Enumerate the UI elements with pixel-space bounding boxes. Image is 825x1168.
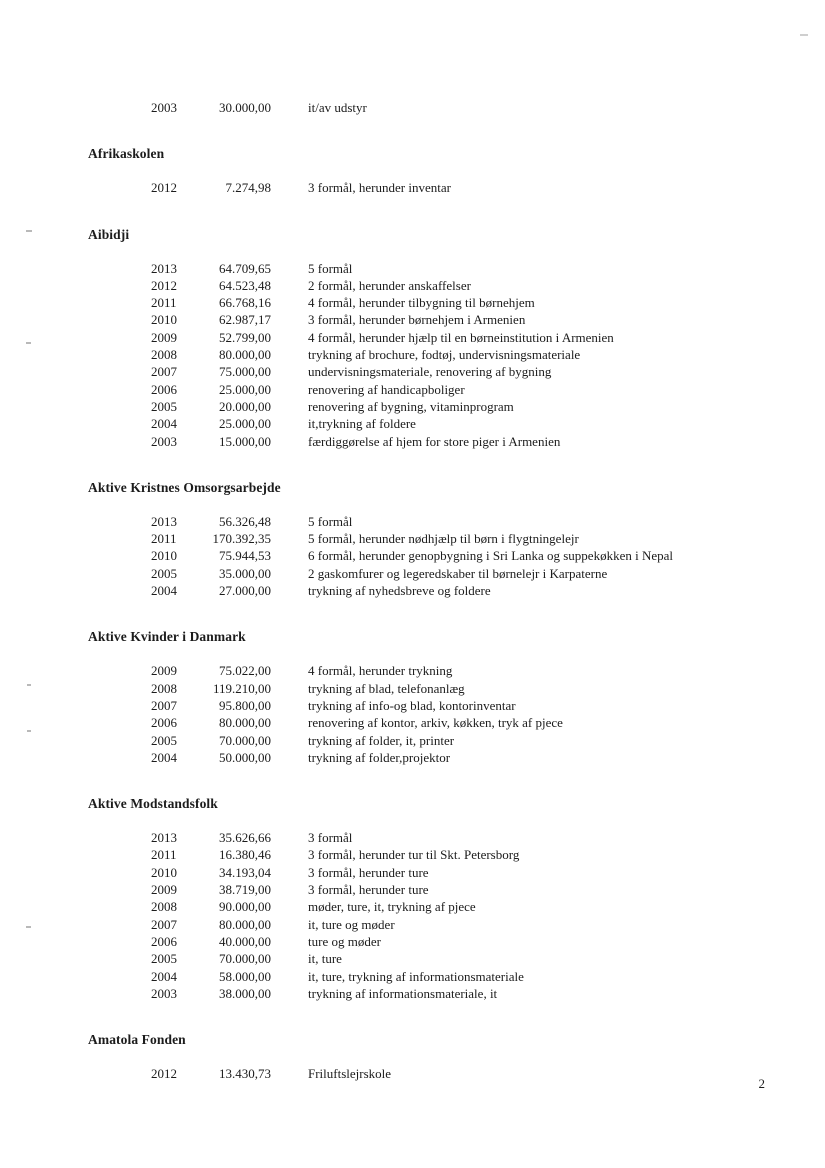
table-row — [0, 697, 825, 714]
table-row — [0, 881, 825, 898]
table-row — [0, 329, 825, 346]
table-row — [0, 933, 825, 950]
year-cell: 2010 — [151, 548, 177, 564]
amount-cell: 90.000,00 — [219, 899, 271, 915]
amount-cell: 38.719,00 — [219, 882, 271, 898]
year-cell: 2013 — [151, 513, 177, 529]
table-row — [0, 363, 825, 380]
year-cell: 2009 — [151, 329, 177, 345]
amount-cell: 34.193,04 — [219, 864, 271, 880]
section-rows — [0, 99, 825, 116]
section-heading: Aktive Modstandsfolk — [88, 796, 218, 812]
table-row — [0, 530, 825, 547]
table-row — [0, 311, 825, 328]
purpose-cell: trykning af blad, telefonanlæg — [308, 680, 465, 696]
scan-artifact — [26, 230, 32, 232]
table-row — [0, 916, 825, 933]
year-cell: 2011 — [151, 295, 177, 311]
purpose-cell: it,trykning af foldere — [308, 416, 416, 432]
amount-cell: 30.000,00 — [219, 100, 271, 115]
scan-artifact — [27, 684, 31, 686]
scan-artifact — [26, 342, 31, 344]
amount-cell: 119.210,00 — [212, 680, 271, 696]
purpose-cell: 3 formål, herunder tur til Skt. Petersborg — [308, 847, 520, 863]
purpose-cell: trykning af brochure, fodtøj, undervisningsmateriale — [308, 347, 581, 363]
year-cell: 2004 — [151, 583, 177, 599]
grant-section — [0, 212, 825, 450]
amount-cell: 70.000,00 — [219, 951, 271, 967]
table-row — [0, 513, 825, 530]
amount-cell: 35.000,00 — [219, 565, 271, 581]
purpose-cell: 2 formål, herunder anskaffelser — [308, 277, 471, 293]
table-row — [0, 1065, 825, 1082]
amount-cell: 75.944,53 — [219, 548, 271, 564]
year-cell: 2009 — [151, 882, 177, 898]
year-cell: 2007 — [151, 364, 177, 380]
amount-cell: 16.380,46 — [219, 847, 271, 863]
year-cell: 2004 — [151, 416, 177, 432]
year-cell: 2005 — [151, 951, 177, 967]
amount-cell: 40.000,00 — [219, 933, 271, 949]
purpose-cell: Friluftslejrskole — [308, 1066, 392, 1082]
table-row — [0, 565, 825, 582]
table-row — [0, 662, 825, 679]
purpose-cell: 3 formål, herunder ture — [308, 882, 429, 898]
scan-artifact — [27, 730, 31, 732]
purpose-cell: 3 formål, herunder ture — [308, 864, 429, 880]
amount-cell: 52.799,00 — [219, 329, 271, 345]
section-rows — [0, 662, 825, 766]
table-row — [0, 829, 825, 846]
page-number: 2 — [758, 1076, 765, 1091]
table-row — [0, 260, 825, 277]
grant-section — [0, 99, 825, 116]
year-cell: 2009 — [151, 663, 177, 679]
purpose-cell: renovering af bygning, vitaminprogram — [308, 398, 514, 414]
amount-cell: 35.626,66 — [219, 830, 271, 846]
section-rows — [0, 179, 825, 196]
table-row — [0, 732, 825, 749]
table-row — [0, 680, 825, 697]
purpose-cell: undervisningsmateriale, renovering af bygning — [308, 364, 552, 380]
purpose-cell: 3 formål — [308, 830, 353, 846]
purpose-cell: møder, ture, it, trykning af pjece — [308, 899, 476, 915]
year-cell: 2011 — [151, 847, 177, 863]
year-cell: 2003 — [151, 985, 177, 1001]
grant-section — [0, 781, 825, 1002]
purpose-cell: ture og møder — [308, 933, 381, 949]
year-cell: 2006 — [151, 381, 177, 397]
scan-artifact — [26, 926, 31, 928]
table-row — [0, 294, 825, 311]
purpose-cell: 3 formål, herunder børnehjem i Armenien — [308, 312, 526, 328]
amount-cell: 95.800,00 — [219, 697, 271, 713]
year-cell: 2008 — [151, 347, 177, 363]
purpose-cell: renovering af kontor, arkiv, køkken, tryk af pjece — [308, 715, 563, 731]
amount-cell: 70.000,00 — [219, 732, 271, 748]
amount-cell: 13.430,73 — [219, 1066, 271, 1082]
year-cell: 2012 — [151, 277, 177, 293]
purpose-cell: 6 formål, herunder genopbygning i Sri Lanka og suppekøkken i Nepal — [308, 548, 673, 564]
year-cell: 2013 — [151, 260, 177, 276]
purpose-cell: trykning af informationsmateriale, it — [308, 985, 498, 1001]
year-cell: 2005 — [151, 732, 177, 748]
purpose-cell: trykning af info-og blad, kontorinventar — [308, 697, 516, 713]
year-cell: 2008 — [151, 680, 177, 696]
year-cell: 2003 — [151, 433, 177, 449]
table-row — [0, 99, 825, 116]
table-row — [0, 381, 825, 398]
table-row — [0, 898, 825, 915]
year-cell: 2012 — [151, 180, 177, 196]
year-cell: 2012 — [151, 1066, 177, 1082]
amount-cell: 75.022,00 — [219, 663, 271, 679]
amount-cell: 7.274,98 — [225, 180, 271, 196]
purpose-cell: it, ture og møder — [308, 916, 395, 932]
year-cell: 2010 — [151, 864, 177, 880]
table-row — [0, 714, 825, 731]
year-cell: 2006 — [151, 933, 177, 949]
year-cell: 2005 — [151, 565, 177, 581]
amount-cell: 64.709,65 — [219, 260, 271, 276]
purpose-cell: 5 formål — [308, 260, 353, 276]
section-heading: Afrikaskolen — [88, 146, 165, 162]
table-row — [0, 346, 825, 363]
table-row — [0, 582, 825, 599]
purpose-cell: 4 formål, herunder tilbygning til børnehjem — [308, 295, 535, 311]
section-heading: Amatola Fonden — [88, 1032, 186, 1048]
amount-cell: 27.000,00 — [219, 583, 271, 599]
purpose-cell: 4 formål, herunder hjælp til en børneinstitution i Armenien — [308, 329, 614, 345]
table-row — [0, 179, 825, 196]
year-cell: 2011 — [151, 531, 177, 547]
amount-cell: 56.326,48 — [219, 513, 271, 529]
year-cell: 2008 — [151, 899, 177, 915]
amount-cell: 62.987,17 — [219, 312, 271, 328]
year-cell: 2013 — [151, 830, 177, 846]
grant-section — [0, 614, 825, 766]
amount-cell: 50.000,00 — [219, 749, 271, 765]
amount-cell: 170.392,35 — [212, 531, 271, 547]
amount-cell: 80.000,00 — [219, 916, 271, 932]
table-row — [0, 277, 825, 294]
grant-section — [0, 1017, 825, 1082]
purpose-cell: trykning af folder, it, printer — [308, 732, 455, 748]
amount-cell: 64.523,48 — [219, 277, 271, 293]
year-cell: 2007 — [151, 916, 177, 932]
year-cell: 2006 — [151, 715, 177, 731]
section-heading: Aktive Kvinder i Danmark — [88, 629, 246, 645]
amount-cell: 15.000,00 — [219, 433, 271, 449]
grant-section — [0, 465, 825, 599]
purpose-cell: færdiggørelse af hjem for store piger i Armenien — [308, 433, 561, 449]
year-cell: 2010 — [151, 312, 177, 328]
amount-cell: 20.000,00 — [219, 398, 271, 414]
scan-artifact — [800, 34, 808, 36]
section-heading: Aibidji — [88, 226, 130, 242]
table-row — [0, 547, 825, 564]
purpose-cell: 4 formål, herunder trykning — [308, 663, 453, 679]
purpose-cell: 2 gaskomfurer og legeredskaber til børnelejr i Karpaterne — [308, 565, 608, 581]
year-cell: 2007 — [151, 697, 177, 713]
table-row — [0, 968, 825, 985]
year-cell: 2004 — [151, 749, 177, 765]
purpose-cell: 5 formål — [308, 513, 353, 529]
section-rows — [0, 1065, 825, 1082]
year-cell: 2003 — [151, 100, 177, 115]
amount-cell: 80.000,00 — [219, 347, 271, 363]
grant-section — [0, 131, 825, 196]
table-row — [0, 415, 825, 432]
table-row — [0, 950, 825, 967]
year-cell: 2005 — [151, 398, 177, 414]
table-row — [0, 985, 825, 1002]
purpose-cell: 3 formål, herunder inventar — [308, 180, 451, 196]
amount-cell: 75.000,00 — [219, 364, 271, 380]
year-cell: 2004 — [151, 968, 177, 984]
section-rows — [0, 260, 825, 450]
table-row — [0, 846, 825, 863]
amount-cell: 66.768,16 — [219, 295, 271, 311]
purpose-cell: it, ture — [308, 951, 342, 967]
amount-cell: 25.000,00 — [219, 381, 271, 397]
purpose-cell: it, ture, trykning af informationsmateriale — [308, 968, 524, 984]
section-rows — [0, 513, 825, 599]
purpose-cell: trykning af nyhedsbreve og foldere — [308, 583, 491, 599]
purpose-cell: renovering af handicapboliger — [308, 381, 465, 397]
purpose-cell: trykning af folder,projektor — [308, 749, 451, 765]
table-row — [0, 433, 825, 450]
amount-cell: 58.000,00 — [219, 968, 271, 984]
section-rows — [0, 829, 825, 1002]
table-row — [0, 864, 825, 881]
section-heading: Aktive Kristnes Omsorgsarbejde — [88, 479, 281, 495]
amount-cell: 38.000,00 — [219, 985, 271, 1001]
purpose-cell: 5 formål, herunder nødhjælp til børn i flygtningelejr — [308, 531, 579, 547]
amount-cell: 25.000,00 — [219, 416, 271, 432]
purpose-cell: it/av udstyr — [308, 100, 367, 115]
amount-cell: 80.000,00 — [219, 715, 271, 731]
table-row — [0, 749, 825, 766]
table-row — [0, 398, 825, 415]
